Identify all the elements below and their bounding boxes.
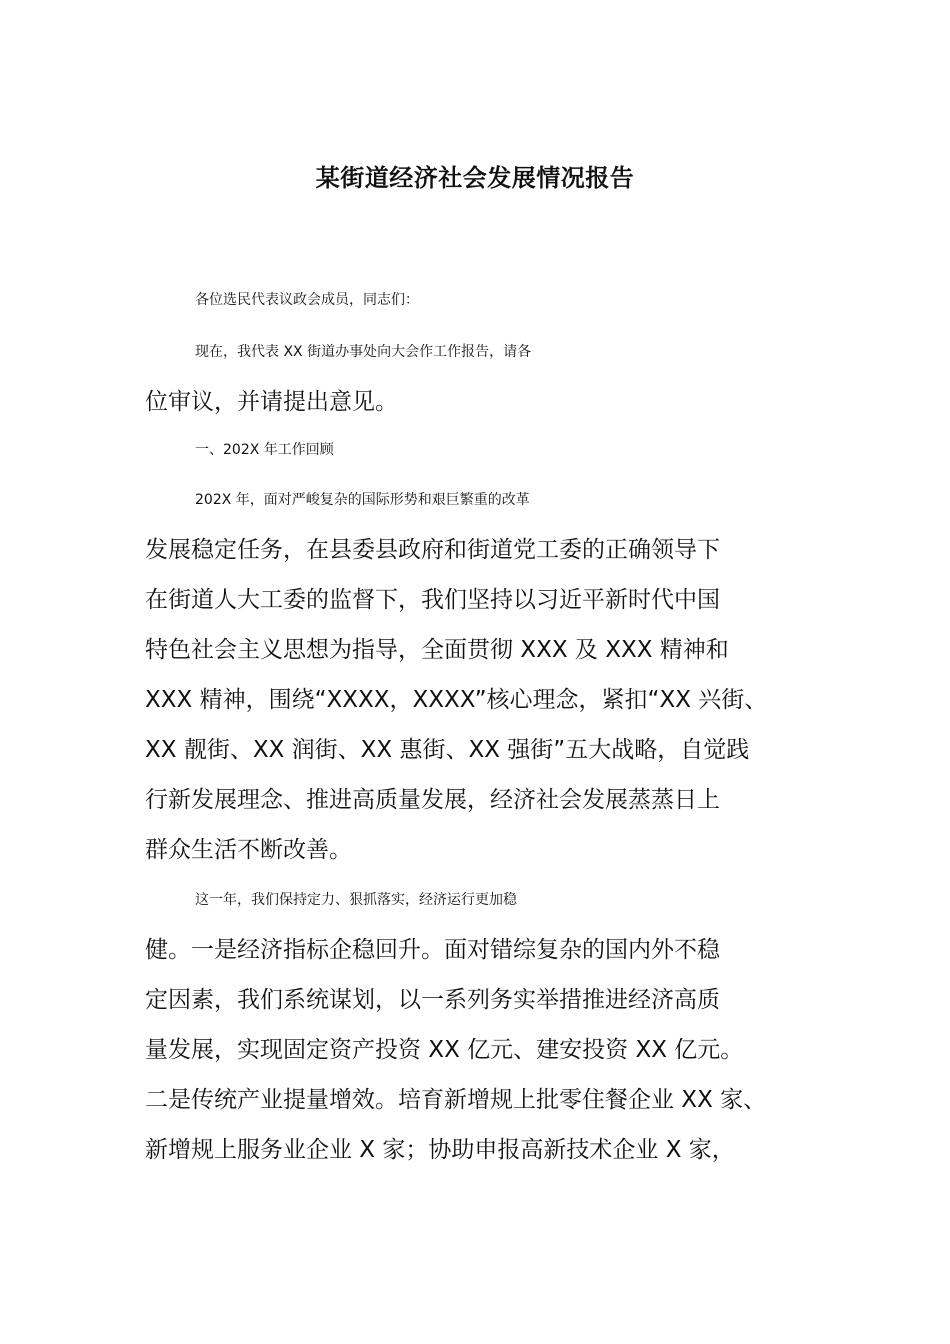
paragraph-line: 群众生活不断改善。 (145, 837, 352, 863)
paragraph-line: 发展稳定任务，在县委县政府和街道党工委的正确领导下 (145, 537, 720, 563)
paragraph-line: 现在，我代表 XX 街道办事处向大会作工作报告，请各 (195, 344, 532, 360)
paragraph-line: 定因素，我们系统谋划，以一系列务实举措推进经济高质 (145, 987, 720, 1013)
paragraph-line: 新增规上服务业企业 X 家；协助申报高新技术企业 X 家， (145, 1137, 735, 1163)
paragraph-line: 这一年，我们保持定力、狠抓落实，经济运行更加稳 (195, 892, 517, 908)
paragraph-line: XXX 精神，围绕“XXXX，XXXX”核心理念，紧扣“XX 兴街、 (145, 687, 768, 713)
document-title: 某街道经济社会发展情况报告 (315, 164, 635, 192)
salutation: 各位选民代表议政会成员，同志们： (195, 292, 419, 308)
paragraph-line: 健。一是经济指标企稳回升。面对错综复杂的国内外不稳 (145, 937, 720, 963)
paragraph-line: XX 靓街、XX 润街、XX 惠街、XX 强街”五大战略，自觉践 (145, 737, 750, 763)
paragraph-line: 二是传统产业提量增效。培育新增规上批零住餐企业 XX 家、 (145, 1087, 767, 1113)
paragraph-line: 行新发展理念、推进高质量发展，经济社会发展蒸蒸日上 (145, 787, 720, 813)
paragraph-line: 量发展，实现固定资产投资 XX 亿元、建安投资 XX 亿元。 (145, 1037, 744, 1063)
section-heading: 一、202X 年工作回顾 (195, 442, 334, 458)
paragraph-line: 位审议，并请提出意见。 (145, 389, 398, 415)
paragraph-line: 特色社会主义思想为指导，全面贯彻 XXX 及 XXX 精神和 (145, 637, 729, 663)
paragraph-line: 在街道人大工委的监督下，我们坚持以习近平新时代中国 (145, 587, 720, 613)
paragraph-line: 202X 年，面对严峻复杂的国际形势和艰巨繁重的改革 (195, 492, 530, 508)
